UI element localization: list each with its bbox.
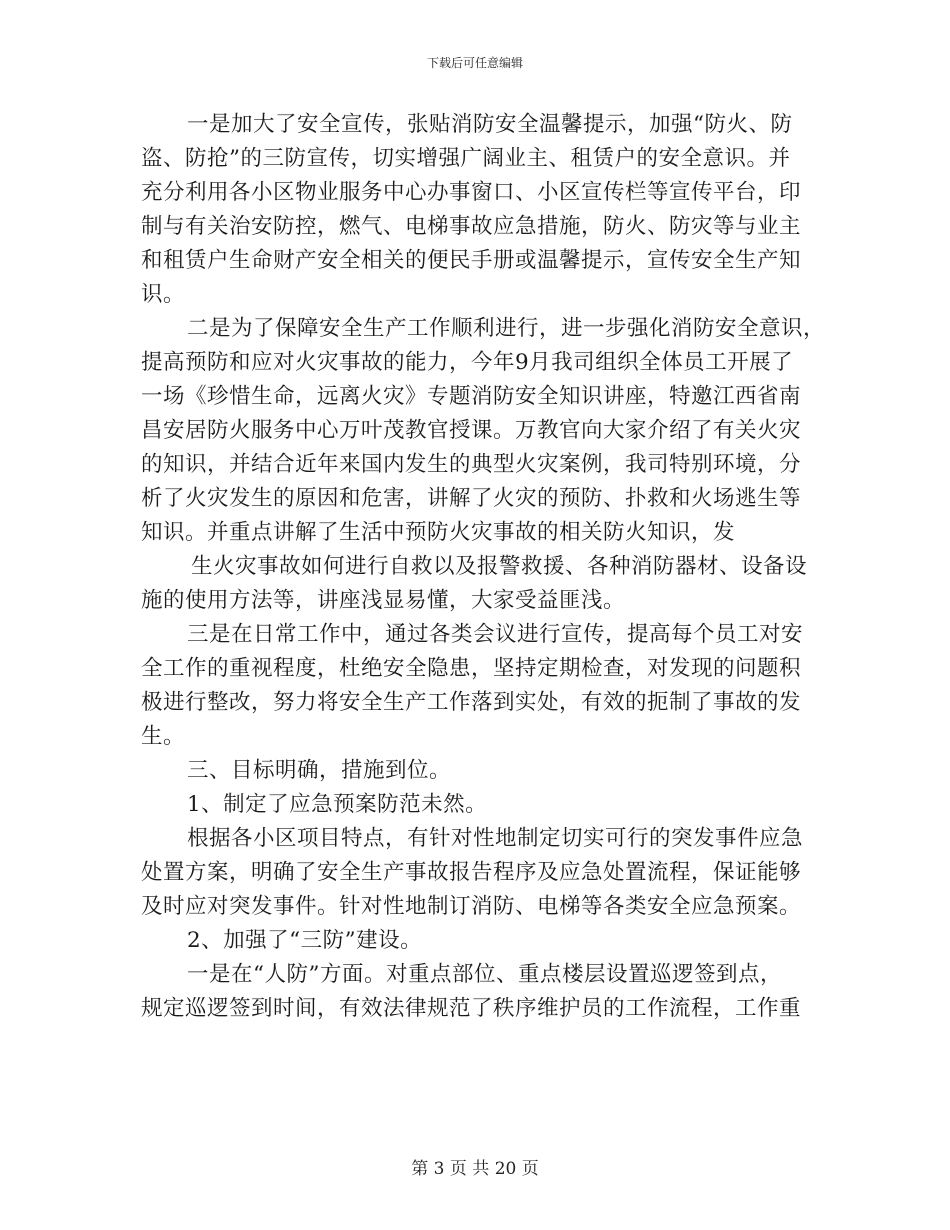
text-line: 二是为了保障安全生产工作顺利进行，进一步强化消防安全意识，	[187, 316, 826, 341]
document-body	[141, 108, 826, 1026]
page-number: 第 3 页 共 20 页	[411, 1159, 539, 1179]
text-line: 知识。并重点讲解了生活中预防火灾事故的相关防火知识，发	[141, 520, 736, 545]
text-line: 一是加大了安全宣传，张贴消防安全温馨提示，加强“防火、防	[187, 112, 793, 137]
text-line: 析了火灾发生的原因和危害，讲解了火灾的预防、扑救和火场逃生等	[141, 486, 802, 511]
text-line: 规定巡逻签到时间，有效法律规范了秩序维护员的工作流程，工作重	[141, 996, 802, 1021]
text-line: 昌安居防火服务中心万叶茂教官授课。万教官向大家介绍了有关火灾	[141, 418, 802, 443]
text-line: 2、加强了“三防”建设。	[187, 928, 423, 953]
text-line: 制与有关治安防控，燃气、电梯事故应急措施，防火、防灾等与业主	[141, 214, 802, 239]
text-line: 提高预防和应对火灾事故的能力，今年9月我司组织全体员工开展了	[141, 350, 794, 375]
text-line: 全工作的重视程度，杜绝安全隐患，坚持定期检查，对发现的问题积	[141, 656, 802, 681]
text-line: 根据各小区项目特点，有针对性地制定切实可行的突发事件应急	[187, 826, 804, 851]
text-line: 施的使用方法等，讲座浅显易懂，大家受益匪浅。	[141, 588, 626, 613]
text-line: 处置方案，明确了安全生产事故报告程序及应急处置流程，保证能够	[141, 860, 802, 885]
page-header: 下载后可任意编辑	[426, 56, 523, 70]
text-line: 及时应对突发事件。针对性地制订消防、电梯等各类安全应急预案。	[141, 894, 802, 919]
text-line: 一是在“人防”方面。对重点部位、重点楼层设置巡逻签到点，	[187, 962, 782, 987]
text-line: 充分利用各小区物业服务中心办事窗口、小区宣传栏等宣传平台，印	[141, 180, 802, 205]
text-line: 生。	[141, 724, 186, 749]
text-line: 的知识，并结合近年来国内发生的典型火灾案例，我司特别环境，分	[141, 452, 802, 477]
text-line: 极进行整改，努力将安全生产工作落到实处，有效的扼制了事故的发	[141, 690, 802, 715]
text-line: 三、目标明确，措施到位。	[187, 758, 452, 783]
text-line: 识。	[141, 282, 186, 307]
text-line: 生火灾事故如何进行自救以及报警救援、各种消防器材、设备设	[191, 554, 808, 579]
text-line: 和租赁户生命财产安全相关的便民手册或温馨提示，宣传安全生产知	[141, 248, 802, 273]
text-line: 三是在日常工作中，通过各类会议进行宣传，提高每个员工对安	[187, 622, 804, 647]
text-line: 盗、防抢”的三防宣传，切实增强广阔业主、租赁户的安全意识。并	[141, 146, 791, 171]
text-line: 一场《珍惜生命，远离火灾》专题消防安全知识讲座，特邀江西省南	[141, 384, 802, 409]
text-line: 1、制定了应急预案防范未然。	[187, 792, 488, 817]
